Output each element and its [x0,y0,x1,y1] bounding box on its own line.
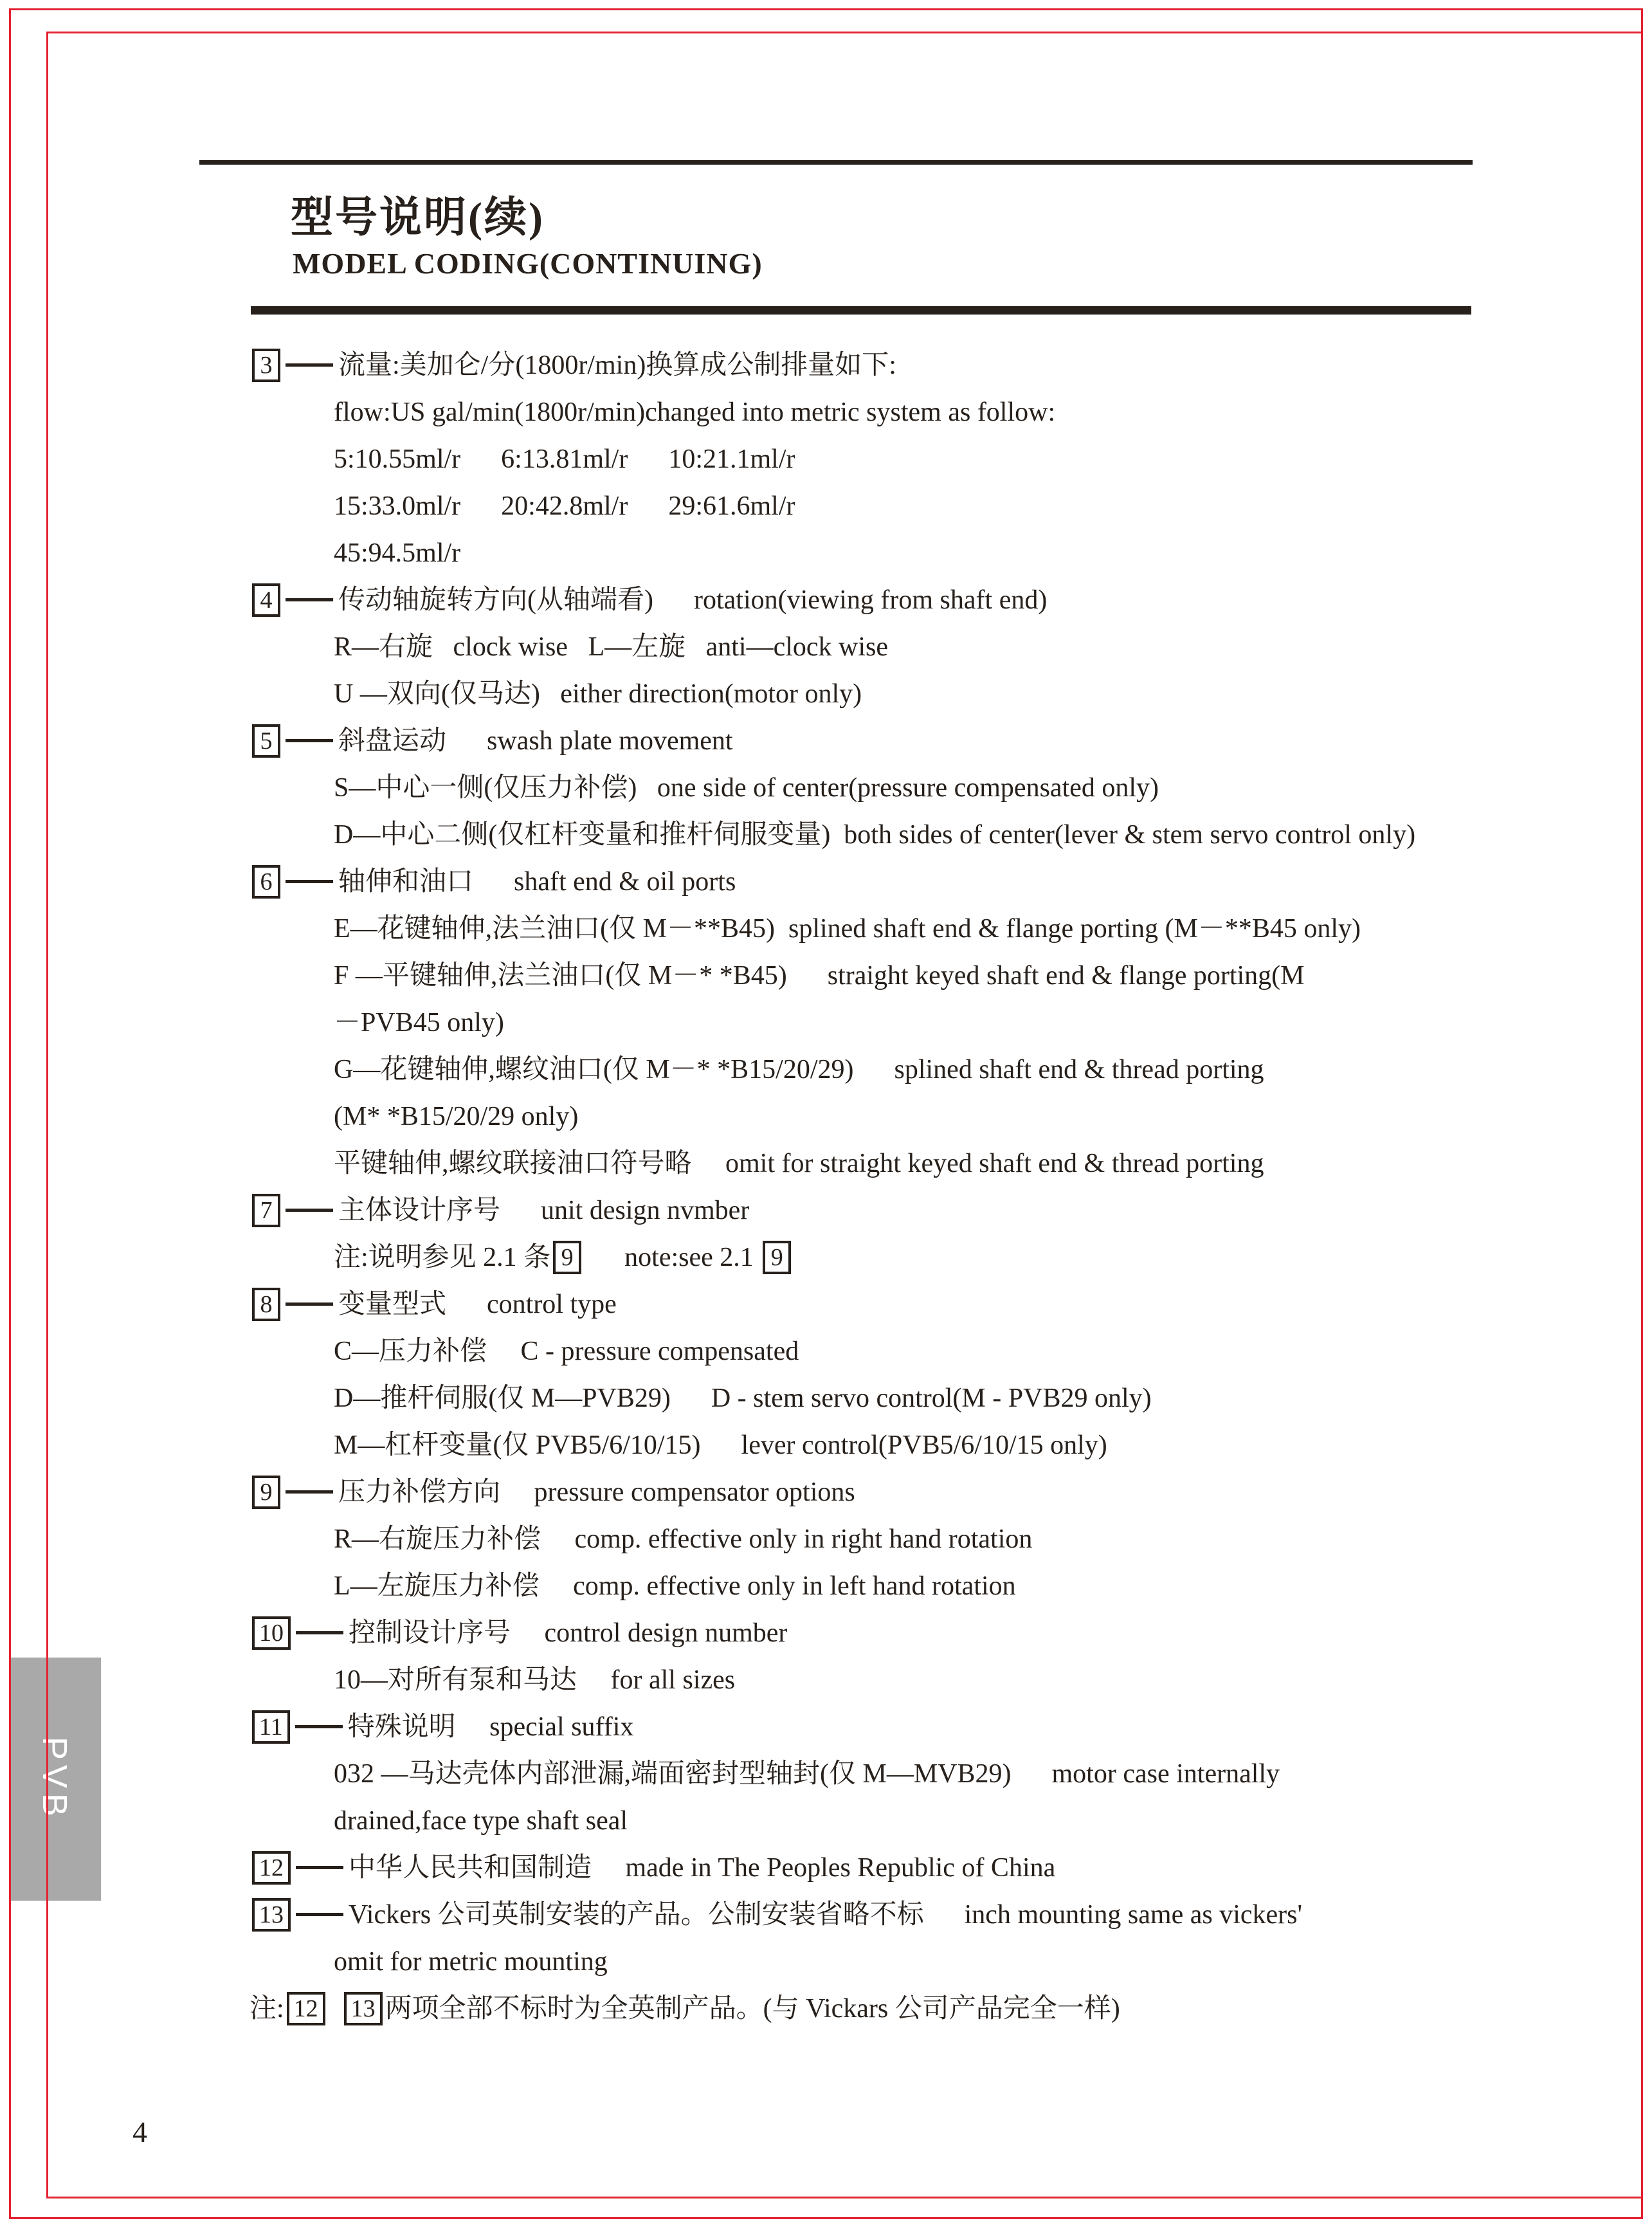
text-line [250,1844,1593,1891]
text-line [250,576,1593,623]
line-text [328,1995,341,2022]
item-number-box: 12 [252,1851,291,1885]
item-number-box: 3 [252,349,280,382]
line-text: 15:33.0ml/r 20:42.8ml/r 29:61.6ml/r [334,491,795,521]
text-line [250,764,1593,811]
text-line [250,1609,1593,1656]
content-lines [250,342,1593,2032]
item-number-box: 6 [252,865,280,899]
line-text: 45:94.5ml/r [334,538,461,568]
line-text: 传动轴旋转方向(从轴端看) rotation(viewing from shaft end) [338,585,1048,615]
line-text: Vickers 公司英制安装的产品。公制安装省略不标 inch mounting same as vickers' [349,1899,1303,1930]
item-number-box: 13 [344,1992,383,2025]
line-text: －PVB45 only) [334,1007,504,1037]
text-line [250,482,1593,529]
text-line [250,1797,1593,1844]
line-text: 控制设计序号 control design number [349,1618,788,1648]
line-text: 032 —马达壳体内部泄漏,端面密封型轴封(仅 M—MVB29) motor case internally [334,1759,1280,1789]
dash-connector [296,1866,343,1869]
line-text: D—推杆伺服(仅 M—PVB29) D - stem servo control(M - PVB29 only) [334,1383,1152,1413]
dash-connector [295,1725,343,1728]
text-line [250,670,1593,717]
item-number-box: 8 [252,1288,280,1321]
item-number-box: 9 [763,1241,791,1274]
dash-connector [286,1490,333,1494]
line-text: D—中心二侧(仅杠杆变量和推杆伺服变量) both sides of center(lever & stem servo control only) [334,819,1416,850]
line-text: 两项全部不标时为全英制产品。(与 Vickars 公司产品完全一样) [385,1993,1120,2024]
text-line [250,529,1593,576]
item-number-box: 11 [252,1710,290,1744]
text-line [250,1891,1593,1938]
line-text: E—花键轴伸,法兰油口(仅 M－**B45) splined shaft end & flange porting (M－**B45 only) [334,913,1361,944]
text-line [250,1281,1593,1328]
line-text: L—左旋压力补偿 comp. effective only in left hand rotation [334,1571,1016,1601]
dash-connector [286,739,333,742]
line-text: U —双向(仅马达) either direction(motor only) [334,679,862,709]
line-text: F —平键轴伸,法兰油口(仅 M－* *B45) straight keyed shaft end & flange porting(M [334,960,1305,991]
text-line [250,1656,1593,1703]
text-line [250,435,1593,482]
line-text: M—杠杆变量(仅 PVB5/6/10/15) lever control(PVB5/6/10/15 only) [334,1430,1107,1460]
line-text: 压力补偿方向 pressure compensator options [338,1477,855,1507]
line-text: omit for metric mounting [334,1946,608,1977]
line-text: 流量:美加仑/分(1800r/min)换算成公制排量如下: [338,350,896,380]
page-title-english: MODEL CODING(CONTINUING) [293,247,763,280]
dash-connector [286,363,333,367]
text-line [250,1375,1593,1421]
dash-connector [296,1913,343,1916]
line-text: 轴伸和油口 shaft end & oil ports [338,866,736,897]
line-text: 中华人民共和国制造 made in The Peoples Republic of China [349,1852,1056,1883]
line-text: (M* *B15/20/29 only) [334,1101,579,1131]
text-line [250,1328,1593,1375]
page-title-chinese: 型号说明(续) [291,194,545,241]
line-text: 10—对所有泵和马达 for all sizes [334,1665,736,1695]
text-line [250,1985,1593,2032]
line-text: drained,face type shaft seal [334,1805,628,1836]
line-text: 5:10.55ml/r 6:13.81ml/r 10:21.1ml/r [334,444,795,474]
text-line [250,1750,1593,1797]
line-text: 注: [250,1993,284,2024]
text-line [250,811,1593,858]
line-text: C—压力补偿 C - pressure compensated [334,1336,799,1366]
line-text: G—花键轴伸,螺纹油口(仅 M－* *B15/20/29) splined shaft end & thread porting [334,1054,1264,1084]
text-line [250,342,1593,388]
text-line [250,952,1593,999]
item-number-box: 9 [553,1241,581,1274]
text-line [250,1562,1593,1609]
dash-connector [286,598,333,601]
dash-connector [286,1209,333,1212]
text-line [250,1093,1593,1140]
line-text: note:see 2.1 [584,1242,761,1272]
text-line [250,1515,1593,1562]
line-text: R—右旋 clock wise L—左旋 anti—clock wise [334,632,889,662]
text-line [250,1187,1593,1234]
text-line [250,1234,1593,1281]
item-number-box: 7 [252,1194,280,1227]
line-text: 特殊说明 special suffix [347,1712,634,1742]
text-line [250,1938,1593,1985]
text-line [250,1046,1593,1093]
line-text: 斜盘运动 swash plate movement [338,726,733,756]
item-number-box: 10 [252,1616,291,1650]
line-text: 平键轴伸,螺纹联接油口符号略 omit for straight keyed shaft end & thread porting [334,1148,1264,1178]
item-number-box: 5 [252,724,280,758]
item-number-box: 4 [252,583,280,617]
dash-connector [286,880,333,883]
dash-connector [296,1631,343,1634]
item-number-box: 9 [252,1476,280,1509]
line-text: S—中心一侧(仅压力补偿) one side of center(pressure compensated only) [334,772,1159,803]
item-number-box: 13 [252,1898,291,1932]
line-text: 变量型式 control type [338,1289,617,1319]
text-line [250,905,1593,952]
header-top-rule [199,160,1473,165]
text-line [250,623,1593,670]
line-text: R—右旋压力补偿 comp. effective only in right hand rotation [334,1524,1033,1554]
text-line [250,1468,1593,1515]
line-text: 主体设计序号 unit design nvmber [338,1195,750,1225]
line-text: 注:说明参见 2.1 条 [334,1242,551,1272]
header-thick-rule [251,306,1471,315]
page-number: 4 [132,2116,147,2148]
text-line [250,1703,1593,1750]
item-number-box: 12 [287,1992,325,2025]
text-line [250,858,1593,905]
text-line [250,999,1593,1046]
dash-connector [286,1302,333,1306]
text-line [250,388,1593,435]
line-text: flow:US gal/min(1800r/min)changed into metric system as follow: [334,397,1056,427]
text-line [250,717,1593,764]
pvb-side-tab-label: PVB [35,1736,75,1822]
text-line [250,1421,1593,1468]
text-line [250,1140,1593,1187]
